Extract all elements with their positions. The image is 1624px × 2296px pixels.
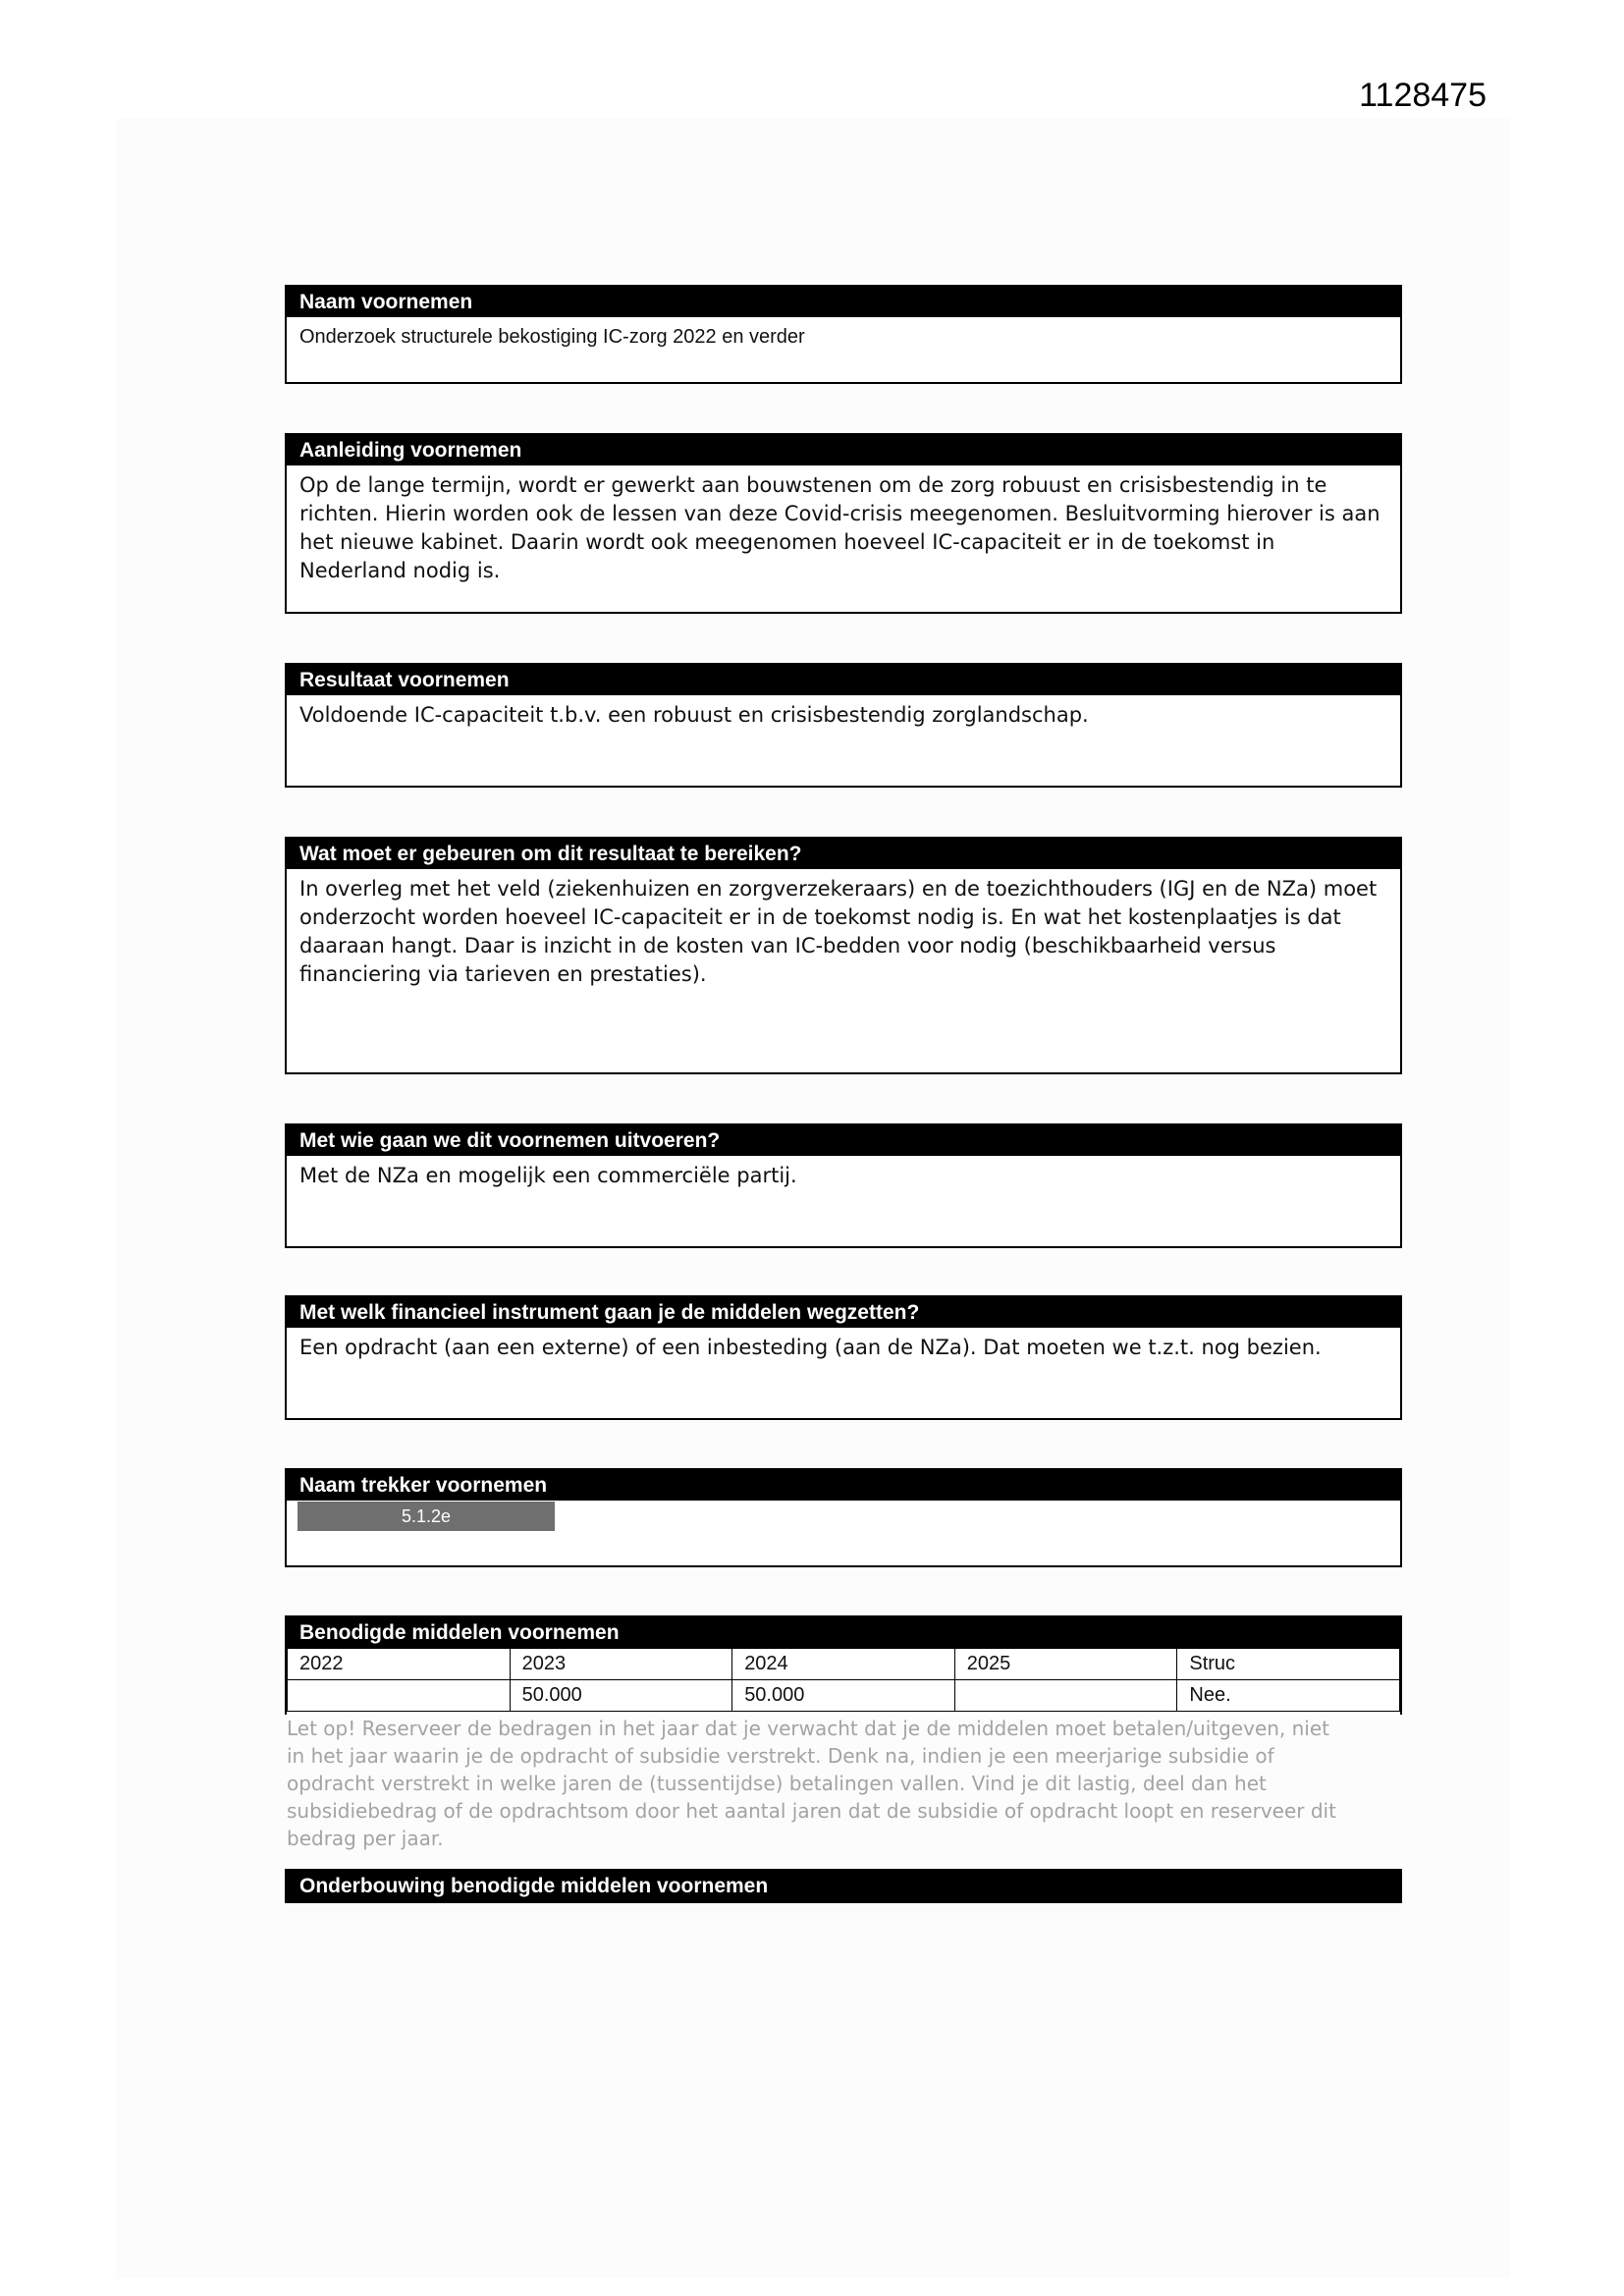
section-body: Onderzoek structurele bekostiging IC-zorg 2022 en verder: [299, 326, 805, 348]
table-cell: Nee.: [1177, 1680, 1400, 1712]
section-body: Voldoende IC-capaciteit t.b.v. een robuust en crisisbestendig zorglandschap.: [299, 703, 1089, 727]
table-header-row: [288, 1649, 1400, 1680]
section-header: Met welk financieel instrument gaan je de middelen wegzetten?: [287, 1297, 1400, 1328]
table-cell: [954, 1680, 1177, 1712]
section-met-wie: [285, 1123, 1402, 1248]
section-header: Aanleiding voornemen: [287, 435, 1400, 465]
section-wat-moet-er-gebeuren: [285, 837, 1402, 1074]
section-resultaat-voornemen: [285, 663, 1402, 788]
table-cell: Struc: [1177, 1649, 1400, 1680]
table-cell: 50.000: [510, 1680, 732, 1712]
redaction-block: 5.1.2e: [298, 1502, 555, 1531]
section-body: [287, 1501, 1400, 1539]
section-body: Een opdracht (aan een externe) of een inbesteding (aan de NZa). Dat moeten we t.z.t. nog bezien.: [299, 1336, 1322, 1359]
section-naam-trekker: [285, 1468, 1402, 1567]
section-header: Resultaat voornemen: [287, 665, 1400, 695]
table-cell: 2023: [510, 1649, 732, 1680]
section-header: Benodigde middelen voornemen: [287, 1617, 1400, 1648]
section-financieel-instrument: [285, 1295, 1402, 1420]
table-cell: 50.000: [732, 1680, 955, 1712]
table-row: [288, 1680, 1400, 1712]
section-body: Met de NZa en mogelijk een commerciële partij.: [299, 1164, 797, 1187]
table-cell: 2024: [732, 1649, 955, 1680]
table-cell: [288, 1680, 511, 1712]
section-header: Naam voornemen: [287, 287, 1400, 317]
section-body: In overleg met het veld (ziekenhuizen en zorgverzekeraars) en de toezichthouders (IGJ en de NZa) moet onderzocht worden hoeveel IC-capaciteit er in de toekomst nodig is. En wat het kostenplaatjes is dat daaraan hangt. Daar is inzicht in de kosten van IC-bedden voor nodig (beschikbaarheid versus financiering via tarieven en prestaties).: [299, 877, 1378, 986]
section-header: Met wie gaan we dit voornemen uitvoeren?: [287, 1125, 1400, 1156]
document-number: 1128475: [1359, 77, 1487, 114]
budget-table: [287, 1648, 1400, 1712]
table-cell: 2025: [954, 1649, 1177, 1680]
section-header: Naam trekker voornemen: [287, 1470, 1400, 1501]
table-cell: 2022: [288, 1649, 511, 1680]
section-benodigde-middelen: [285, 1615, 1402, 1715]
section-header: Wat moet er gebeuren om dit resultaat te bereiken?: [287, 839, 1400, 869]
budget-note: Let op! Reserveer de bedragen in het jaar dat je verwacht dat je de middelen moet betalen/uitgeven, niet in het jaar waarin je de opdracht of subsidie verstrekt. Denk na, indien je een meerjarige subsidie of opdracht verstrekt in welke jaren de (tussentijdse) betalingen vallen. Vind je dit lastig, deel dan het subsidiebedrag of de opdrachtsom door het aantal jaren dat de subsidie of opdracht loopt en reserveer dit bedrag per jaar.: [287, 1717, 1336, 1850]
section-aanleiding-voornemen: [285, 433, 1402, 614]
section-naam-voornemen: [285, 285, 1402, 384]
section-body: Op de lange termijn, wordt er gewerkt aan bouwstenen om de zorg robuust en crisisbestendig in te richten. Hierin worden ook de lessen van deze Covid-crisis meegenomen. Besluitvorming hierover is aan het nieuwe kabinet. Daarin wordt ook meegenomen hoeveel IC-capaciteit er in de toekomst in Nederland nodig is.: [299, 473, 1380, 582]
section-header-onderbouwing: Onderbouwing benodigde middelen voornemen: [285, 1869, 1402, 1903]
